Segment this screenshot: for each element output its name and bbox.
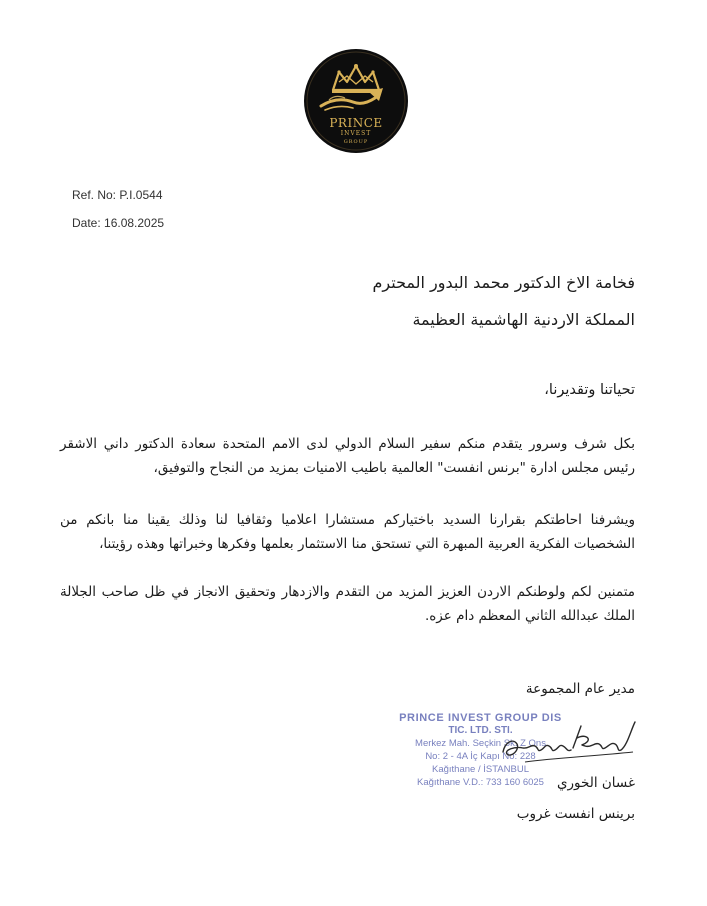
signatory-name: غسان الخوري bbox=[556, 775, 635, 791]
stamp-line-2: TIC. LTD. STI. bbox=[448, 725, 513, 736]
letter-date: Date: 16.08.2025 bbox=[72, 216, 165, 230]
paragraph-1: بكل شرف وسرور يتقدم منكم سفير السلام الدولي لدى الامم المتحدة سعادة الدكتور داني الاشقر رئيس مجلس ادارة "برنس انفست" العالمية باطيب الامنيات بمزيد من النجاح والتوفيق، bbox=[60, 436, 635, 476]
signature-icon bbox=[495, 708, 640, 772]
handwritten-signature bbox=[495, 708, 640, 772]
greeting: تحياتنا وتقديرنا، bbox=[544, 382, 635, 398]
paragraph-2: ويشرفنا احاطتكم بقرارنا السديد باختياركم مستشارا اعلاميا وثقافيا لنا وذلك يقينا منا بانكم من الشخصيات الفكرية العربية المبهرة التي تستحق منا الاستثمار بعلمها وفكرها وخبراتها وهذه رؤيتنا، bbox=[60, 512, 635, 552]
stamp-line-3: Merkez Mah. Seçkin Sk. Z Ons bbox=[415, 738, 546, 749]
brand-name: PRINCE bbox=[329, 116, 383, 130]
reference-number: Ref. No: P.I.0544 bbox=[72, 188, 163, 202]
paragraph-3: متمنين لكم ولوطنكم الاردن العزيز المزيد من التقدم والازدهار وتحقيق الانجاز في ظل صاحب الجلالة الملك عبدالله الثاني المعظم دام عزه. bbox=[60, 584, 635, 624]
signatory-title: مدير عام المجموعة bbox=[525, 681, 635, 697]
stamp-line-5: Kağıthane / İSTANBUL bbox=[432, 764, 529, 775]
recipient-line-2: المملكة الاردنية الهاشمية العظيمة bbox=[412, 310, 635, 329]
signatory-company: برينس انفست غروب bbox=[516, 806, 635, 822]
brand-subtitle-group: GROUP bbox=[343, 139, 369, 145]
recipient-line-1: فخامة الاخ الدكتور محمد البدور المحترم bbox=[372, 273, 635, 292]
stamp-line-1: PRINCE INVEST GROUP DIS bbox=[399, 712, 562, 724]
brand-subtitle: INVEST bbox=[340, 130, 372, 137]
stamp-line-6: Kağıthane V.D.: 733 160 6025 bbox=[417, 777, 544, 788]
stamp-line-4: No: 2 - 4A İç Kapı No: 228 bbox=[425, 751, 536, 762]
